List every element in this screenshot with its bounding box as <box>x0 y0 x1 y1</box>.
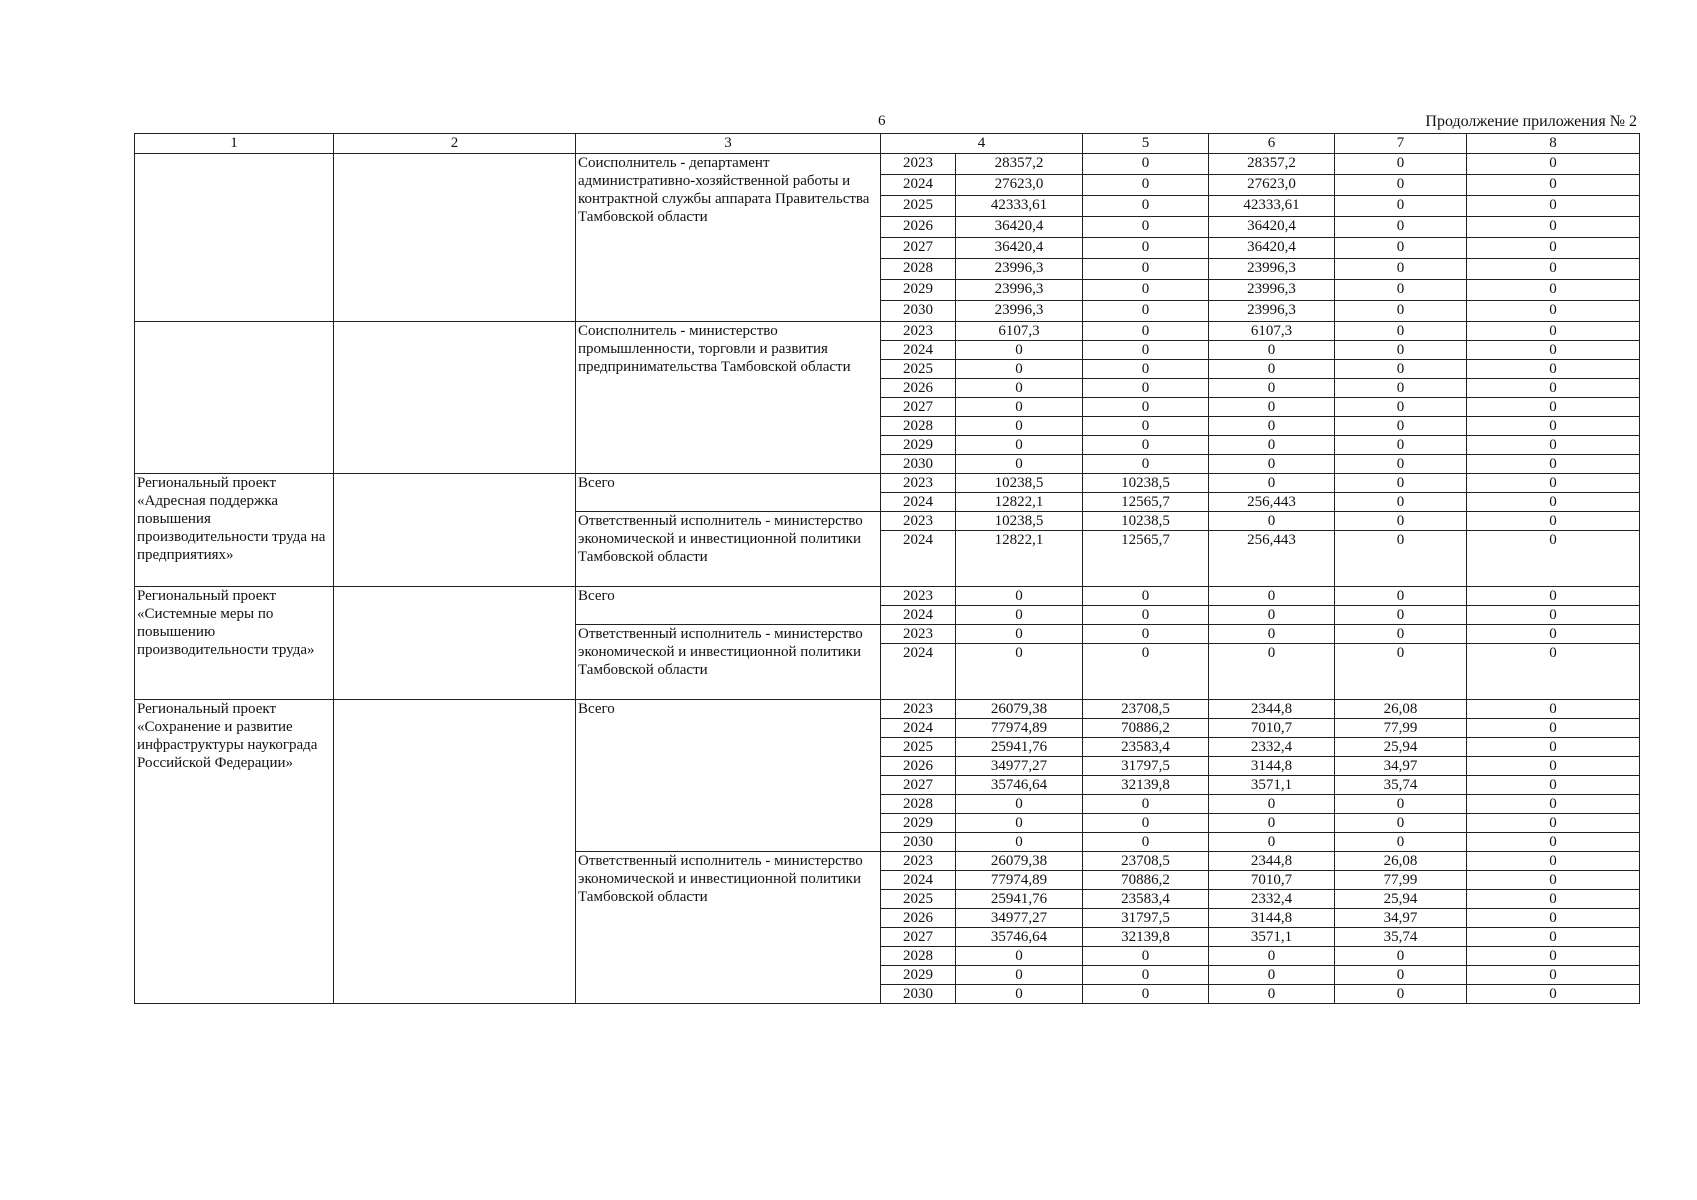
regional-value-cell: 7010,7 <box>1209 871 1335 890</box>
other-value-cell: 0 <box>1467 644 1640 700</box>
total-value-cell: 34977,27 <box>956 757 1083 776</box>
continuation-title: Продолжение приложения № 2 <box>1425 113 1637 130</box>
total-value-cell: 12822,1 <box>956 531 1083 587</box>
other-value-cell: 0 <box>1467 890 1640 909</box>
total-value-cell: 0 <box>956 436 1083 455</box>
other-value-cell: 0 <box>1467 379 1640 398</box>
year-cell: 2024 <box>881 175 956 196</box>
federal-value-cell: 0 <box>1083 259 1209 280</box>
regional-value-cell: 2344,8 <box>1209 852 1335 871</box>
local-value-cell: 0 <box>1335 417 1467 436</box>
other-value-cell: 0 <box>1467 436 1640 455</box>
year-cell: 2023 <box>881 154 956 175</box>
year-cell: 2024 <box>881 606 956 625</box>
local-value-cell: 34,97 <box>1335 909 1467 928</box>
total-value-cell: 23996,3 <box>956 259 1083 280</box>
total-value-cell: 0 <box>956 985 1083 1004</box>
total-value-cell: 0 <box>956 644 1083 700</box>
local-value-cell: 25,94 <box>1335 738 1467 757</box>
other-value-cell: 0 <box>1467 776 1640 795</box>
local-value-cell: 0 <box>1335 398 1467 417</box>
executor-cell: Соисполнитель - департамент административно-хозяйственной работы и контрактной службы аппарата Правительства Тамбовской области <box>576 154 881 322</box>
other-value-cell: 0 <box>1467 512 1640 531</box>
regional-value-cell: 3144,8 <box>1209 909 1335 928</box>
regional-value-cell: 256,443 <box>1209 493 1335 512</box>
regional-value-cell: 0 <box>1209 587 1335 606</box>
total-value-cell: 36420,4 <box>956 217 1083 238</box>
total-value-cell: 0 <box>956 966 1083 985</box>
federal-value-cell: 0 <box>1083 966 1209 985</box>
federal-value-cell: 0 <box>1083 455 1209 474</box>
local-value-cell: 0 <box>1335 814 1467 833</box>
table-row <box>135 322 1640 341</box>
federal-value-cell: 32139,8 <box>1083 776 1209 795</box>
local-value-cell: 0 <box>1335 644 1467 700</box>
federal-value-cell: 0 <box>1083 154 1209 175</box>
measure-name-cell: Региональный проект «Адресная поддержка повышения производительности труда на предприятиях» <box>135 474 334 587</box>
other-value-cell: 0 <box>1467 301 1640 322</box>
federal-value-cell: 12565,7 <box>1083 493 1209 512</box>
other-value-cell: 0 <box>1467 360 1640 379</box>
local-value-cell: 0 <box>1335 795 1467 814</box>
federal-value-cell: 0 <box>1083 833 1209 852</box>
other-value-cell: 0 <box>1467 493 1640 512</box>
column-header: 3 <box>576 134 881 154</box>
federal-value-cell: 0 <box>1083 301 1209 322</box>
federal-value-cell: 10238,5 <box>1083 512 1209 531</box>
year-cell: 2030 <box>881 301 956 322</box>
executor-cell: Ответственный исполнитель - министерство экономической и инвестиционной политики Тамбовской области <box>576 625 881 700</box>
total-value-cell: 0 <box>956 379 1083 398</box>
total-value-cell: 35746,64 <box>956 776 1083 795</box>
federal-value-cell: 31797,5 <box>1083 757 1209 776</box>
regional-value-cell: 0 <box>1209 436 1335 455</box>
local-value-cell: 0 <box>1335 493 1467 512</box>
other-value-cell: 0 <box>1467 154 1640 175</box>
regional-value-cell: 2332,4 <box>1209 738 1335 757</box>
year-cell: 2029 <box>881 436 956 455</box>
other-value-cell: 0 <box>1467 852 1640 871</box>
column-2-cell <box>334 154 576 322</box>
local-value-cell: 0 <box>1335 379 1467 398</box>
column-header: 5 <box>1083 134 1209 154</box>
year-cell: 2024 <box>881 871 956 890</box>
federal-value-cell: 23583,4 <box>1083 738 1209 757</box>
local-value-cell: 0 <box>1335 280 1467 301</box>
regional-value-cell: 0 <box>1209 512 1335 531</box>
total-value-cell: 35746,64 <box>956 928 1083 947</box>
local-value-cell: 0 <box>1335 966 1467 985</box>
year-cell: 2024 <box>881 644 956 700</box>
year-cell: 2030 <box>881 985 956 1004</box>
federal-value-cell: 0 <box>1083 606 1209 625</box>
local-value-cell: 0 <box>1335 606 1467 625</box>
local-value-cell: 0 <box>1335 238 1467 259</box>
year-cell: 2027 <box>881 928 956 947</box>
regional-value-cell: 0 <box>1209 398 1335 417</box>
regional-value-cell: 23996,3 <box>1209 259 1335 280</box>
other-value-cell: 0 <box>1467 985 1640 1004</box>
other-value-cell: 0 <box>1467 417 1640 436</box>
other-value-cell: 0 <box>1467 587 1640 606</box>
year-cell: 2024 <box>881 719 956 738</box>
column-2-cell <box>334 322 576 474</box>
year-cell: 2026 <box>881 757 956 776</box>
local-value-cell: 34,97 <box>1335 757 1467 776</box>
federal-value-cell: 0 <box>1083 360 1209 379</box>
total-value-cell: 25941,76 <box>956 890 1083 909</box>
federal-value-cell: 0 <box>1083 238 1209 259</box>
other-value-cell: 0 <box>1467 757 1640 776</box>
federal-value-cell: 0 <box>1083 947 1209 966</box>
total-value-cell: 27623,0 <box>956 175 1083 196</box>
federal-value-cell: 32139,8 <box>1083 928 1209 947</box>
federal-value-cell: 0 <box>1083 795 1209 814</box>
local-value-cell: 0 <box>1335 341 1467 360</box>
regional-value-cell: 0 <box>1209 947 1335 966</box>
federal-value-cell: 70886,2 <box>1083 871 1209 890</box>
total-value-cell: 77974,89 <box>956 871 1083 890</box>
year-cell: 2028 <box>881 795 956 814</box>
other-value-cell: 0 <box>1467 175 1640 196</box>
year-cell: 2024 <box>881 531 956 587</box>
measure-name-cell: Региональный проект «Системные меры по повышению производительности труда» <box>135 587 334 700</box>
local-value-cell: 26,08 <box>1335 852 1467 871</box>
regional-value-cell: 0 <box>1209 360 1335 379</box>
federal-value-cell: 0 <box>1083 398 1209 417</box>
year-cell: 2023 <box>881 587 956 606</box>
regional-value-cell: 0 <box>1209 341 1335 360</box>
federal-value-cell: 70886,2 <box>1083 719 1209 738</box>
federal-value-cell: 31797,5 <box>1083 909 1209 928</box>
total-value-cell: 0 <box>956 455 1083 474</box>
total-value-cell: 10238,5 <box>956 474 1083 493</box>
federal-value-cell: 0 <box>1083 196 1209 217</box>
column-header: 2 <box>334 134 576 154</box>
regional-value-cell: 0 <box>1209 417 1335 436</box>
federal-value-cell: 10238,5 <box>1083 474 1209 493</box>
federal-value-cell: 0 <box>1083 985 1209 1004</box>
executor-cell: Ответственный исполнитель - министерство экономической и инвестиционной политики Тамбовской области <box>576 852 881 1004</box>
federal-value-cell: 0 <box>1083 417 1209 436</box>
other-value-cell: 0 <box>1467 259 1640 280</box>
total-value-cell: 0 <box>956 360 1083 379</box>
total-value-cell: 0 <box>956 795 1083 814</box>
regional-value-cell: 256,443 <box>1209 531 1335 587</box>
local-value-cell: 77,99 <box>1335 719 1467 738</box>
other-value-cell: 0 <box>1467 795 1640 814</box>
federal-value-cell: 0 <box>1083 436 1209 455</box>
column-header: 7 <box>1335 134 1467 154</box>
measure-name-cell <box>135 322 334 474</box>
year-cell: 2026 <box>881 909 956 928</box>
local-value-cell: 0 <box>1335 175 1467 196</box>
executor-cell: Соисполнитель - министерство промышленности, торговли и развития предпринимательства Тамбовской области <box>576 322 881 474</box>
other-value-cell: 0 <box>1467 606 1640 625</box>
year-cell: 2029 <box>881 814 956 833</box>
other-value-cell: 0 <box>1467 322 1640 341</box>
total-value-cell: 12822,1 <box>956 493 1083 512</box>
column-2-cell <box>334 587 576 700</box>
other-value-cell: 0 <box>1467 238 1640 259</box>
local-value-cell: 0 <box>1335 985 1467 1004</box>
other-value-cell: 0 <box>1467 280 1640 301</box>
regional-value-cell: 0 <box>1209 625 1335 644</box>
column-header: 1 <box>135 134 334 154</box>
total-value-cell: 23996,3 <box>956 280 1083 301</box>
other-value-cell: 0 <box>1467 966 1640 985</box>
executor-cell: Всего <box>576 474 881 512</box>
year-cell: 2023 <box>881 700 956 719</box>
federal-value-cell: 23708,5 <box>1083 700 1209 719</box>
table-row <box>135 474 1640 493</box>
federal-value-cell: 0 <box>1083 814 1209 833</box>
year-cell: 2026 <box>881 217 956 238</box>
executor-cell: Всего <box>576 700 881 852</box>
measure-name-cell <box>135 154 334 322</box>
federal-value-cell: 0 <box>1083 280 1209 301</box>
federal-value-cell: 0 <box>1083 587 1209 606</box>
other-value-cell: 0 <box>1467 625 1640 644</box>
year-cell: 2023 <box>881 474 956 493</box>
other-value-cell: 0 <box>1467 719 1640 738</box>
executor-cell: Всего <box>576 587 881 625</box>
table-row <box>135 700 1640 719</box>
total-value-cell: 23996,3 <box>956 301 1083 322</box>
column-header: 4 <box>881 134 1083 154</box>
year-cell: 2028 <box>881 947 956 966</box>
total-value-cell: 0 <box>956 625 1083 644</box>
year-cell: 2027 <box>881 238 956 259</box>
year-cell: 2023 <box>881 852 956 871</box>
year-cell: 2029 <box>881 280 956 301</box>
total-value-cell: 34977,27 <box>956 909 1083 928</box>
year-cell: 2025 <box>881 890 956 909</box>
federal-value-cell: 0 <box>1083 644 1209 700</box>
total-value-cell: 77974,89 <box>956 719 1083 738</box>
regional-value-cell: 42333,61 <box>1209 196 1335 217</box>
local-value-cell: 35,74 <box>1335 776 1467 795</box>
total-value-cell: 42333,61 <box>956 196 1083 217</box>
total-value-cell: 0 <box>956 814 1083 833</box>
total-value-cell: 28357,2 <box>956 154 1083 175</box>
column-2-cell <box>334 474 576 587</box>
year-cell: 2026 <box>881 379 956 398</box>
other-value-cell: 0 <box>1467 947 1640 966</box>
other-value-cell: 0 <box>1467 909 1640 928</box>
local-value-cell: 0 <box>1335 947 1467 966</box>
local-value-cell: 0 <box>1335 455 1467 474</box>
local-value-cell: 0 <box>1335 512 1467 531</box>
year-cell: 2023 <box>881 322 956 341</box>
regional-value-cell: 0 <box>1209 985 1335 1004</box>
regional-value-cell: 3571,1 <box>1209 776 1335 795</box>
total-value-cell: 0 <box>956 606 1083 625</box>
year-cell: 2028 <box>881 259 956 280</box>
regional-value-cell: 0 <box>1209 966 1335 985</box>
executor-cell: Ответственный исполнитель - министерство экономической и инвестиционной политики Тамбовской области <box>576 512 881 587</box>
other-value-cell: 0 <box>1467 814 1640 833</box>
local-value-cell: 0 <box>1335 322 1467 341</box>
appendix-table <box>134 133 1640 1004</box>
other-value-cell: 0 <box>1467 196 1640 217</box>
year-cell: 2023 <box>881 512 956 531</box>
regional-value-cell: 28357,2 <box>1209 154 1335 175</box>
total-value-cell: 0 <box>956 417 1083 436</box>
other-value-cell: 0 <box>1467 398 1640 417</box>
other-value-cell: 0 <box>1467 928 1640 947</box>
federal-value-cell: 23583,4 <box>1083 890 1209 909</box>
local-value-cell: 35,74 <box>1335 928 1467 947</box>
federal-value-cell: 0 <box>1083 625 1209 644</box>
total-value-cell: 0 <box>956 398 1083 417</box>
column-header: 6 <box>1209 134 1335 154</box>
regional-value-cell: 36420,4 <box>1209 238 1335 259</box>
total-value-cell: 6107,3 <box>956 322 1083 341</box>
local-value-cell: 25,94 <box>1335 890 1467 909</box>
regional-value-cell: 0 <box>1209 606 1335 625</box>
local-value-cell: 0 <box>1335 154 1467 175</box>
table-row <box>135 587 1640 606</box>
local-value-cell: 0 <box>1335 531 1467 587</box>
regional-value-cell: 2332,4 <box>1209 890 1335 909</box>
local-value-cell: 0 <box>1335 301 1467 322</box>
regional-value-cell: 0 <box>1209 379 1335 398</box>
local-value-cell: 0 <box>1335 436 1467 455</box>
total-value-cell: 25941,76 <box>956 738 1083 757</box>
column-2-cell <box>334 700 576 1004</box>
local-value-cell: 77,99 <box>1335 871 1467 890</box>
other-value-cell: 0 <box>1467 738 1640 757</box>
year-cell: 2025 <box>881 360 956 379</box>
total-value-cell: 0 <box>956 341 1083 360</box>
local-value-cell: 0 <box>1335 587 1467 606</box>
other-value-cell: 0 <box>1467 474 1640 493</box>
federal-value-cell: 0 <box>1083 217 1209 238</box>
other-value-cell: 0 <box>1467 455 1640 474</box>
local-value-cell: 0 <box>1335 217 1467 238</box>
local-value-cell: 0 <box>1335 360 1467 379</box>
federal-value-cell: 0 <box>1083 341 1209 360</box>
other-value-cell: 0 <box>1467 700 1640 719</box>
regional-value-cell: 2344,8 <box>1209 700 1335 719</box>
year-cell: 2027 <box>881 776 956 795</box>
year-cell: 2029 <box>881 966 956 985</box>
federal-value-cell: 0 <box>1083 175 1209 196</box>
local-value-cell: 0 <box>1335 259 1467 280</box>
regional-value-cell: 0 <box>1209 644 1335 700</box>
column-header: 8 <box>1467 134 1640 154</box>
total-value-cell: 0 <box>956 587 1083 606</box>
regional-value-cell: 0 <box>1209 455 1335 474</box>
total-value-cell: 26079,38 <box>956 700 1083 719</box>
regional-value-cell: 3571,1 <box>1209 928 1335 947</box>
federal-value-cell: 0 <box>1083 379 1209 398</box>
year-cell: 2027 <box>881 398 956 417</box>
year-cell: 2030 <box>881 455 956 474</box>
local-value-cell: 0 <box>1335 625 1467 644</box>
other-value-cell: 0 <box>1467 531 1640 587</box>
year-cell: 2025 <box>881 738 956 757</box>
regional-value-cell: 0 <box>1209 833 1335 852</box>
column-header-row <box>135 134 1640 154</box>
regional-value-cell: 0 <box>1209 814 1335 833</box>
year-cell: 2024 <box>881 341 956 360</box>
total-value-cell: 36420,4 <box>956 238 1083 259</box>
year-cell: 2028 <box>881 417 956 436</box>
regional-value-cell: 6107,3 <box>1209 322 1335 341</box>
measure-name-cell: Региональный проект «Сохранение и развитие инфраструктуры наукограда Российской Федерации» <box>135 700 334 1004</box>
local-value-cell: 0 <box>1335 833 1467 852</box>
year-cell: 2024 <box>881 493 956 512</box>
other-value-cell: 0 <box>1467 217 1640 238</box>
total-value-cell: 0 <box>956 833 1083 852</box>
table-row <box>135 154 1640 175</box>
local-value-cell: 0 <box>1335 196 1467 217</box>
regional-value-cell: 27623,0 <box>1209 175 1335 196</box>
other-value-cell: 0 <box>1467 871 1640 890</box>
year-cell: 2023 <box>881 625 956 644</box>
federal-value-cell: 23708,5 <box>1083 852 1209 871</box>
page-number: 6 <box>878 113 886 129</box>
regional-value-cell: 7010,7 <box>1209 719 1335 738</box>
regional-value-cell: 36420,4 <box>1209 217 1335 238</box>
total-value-cell: 10238,5 <box>956 512 1083 531</box>
regional-value-cell: 23996,3 <box>1209 301 1335 322</box>
other-value-cell: 0 <box>1467 833 1640 852</box>
regional-value-cell: 0 <box>1209 474 1335 493</box>
federal-value-cell: 12565,7 <box>1083 531 1209 587</box>
total-value-cell: 26079,38 <box>956 852 1083 871</box>
local-value-cell: 26,08 <box>1335 700 1467 719</box>
other-value-cell: 0 <box>1467 341 1640 360</box>
regional-value-cell: 23996,3 <box>1209 280 1335 301</box>
local-value-cell: 0 <box>1335 474 1467 493</box>
year-cell: 2030 <box>881 833 956 852</box>
year-cell: 2025 <box>881 196 956 217</box>
regional-value-cell: 0 <box>1209 795 1335 814</box>
federal-value-cell: 0 <box>1083 322 1209 341</box>
total-value-cell: 0 <box>956 947 1083 966</box>
regional-value-cell: 3144,8 <box>1209 757 1335 776</box>
